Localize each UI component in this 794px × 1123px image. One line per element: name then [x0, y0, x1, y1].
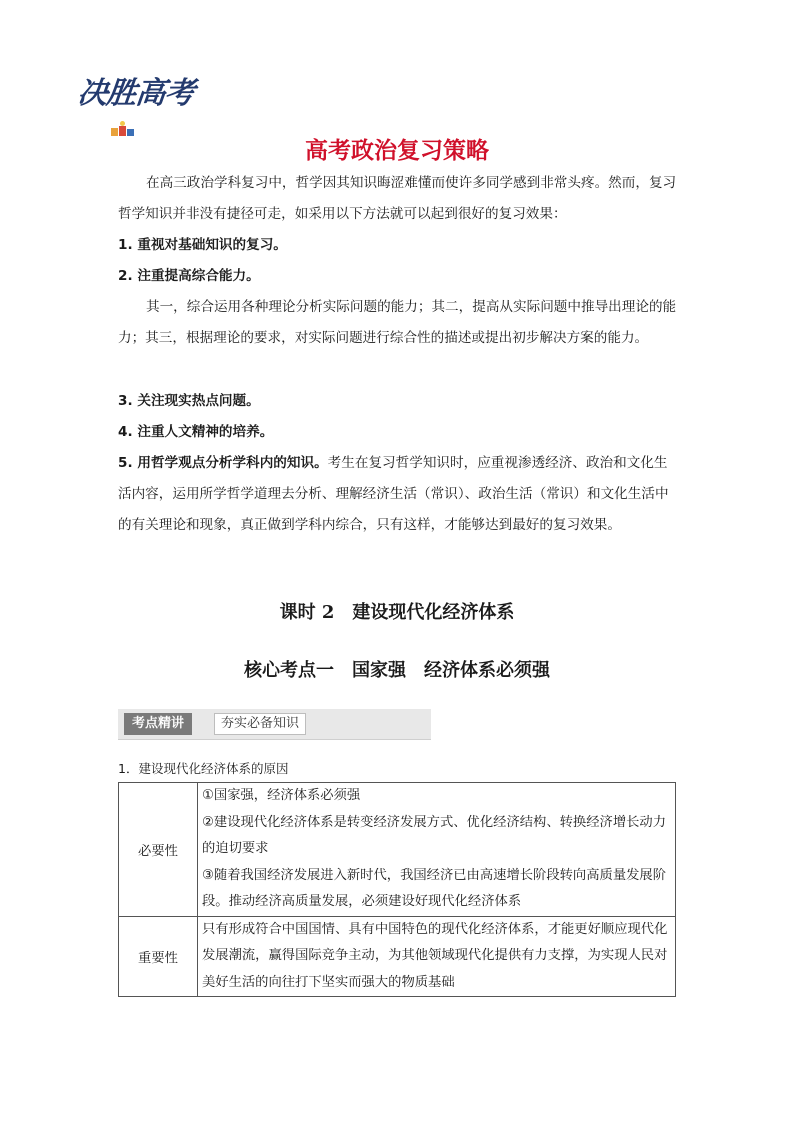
- logo: [75, 62, 208, 142]
- row-label-necessity: 必要性: [119, 783, 198, 917]
- point-1: [118, 230, 678, 261]
- section-heading: 1．建设现代化经济体系的原因: [118, 761, 289, 776]
- table-row: [119, 783, 676, 917]
- point-1-head: 1. 重视对基础知识的复习。: [118, 237, 287, 253]
- point-2: [118, 261, 678, 292]
- necessity-line-2: ②建设现代化经济体系是转变经济发展方式、优化经济结构、转换经济增长动力的迫切要求: [202, 814, 667, 856]
- core-point-heading: 核心考点一 国家强 经济体系必须强: [244, 660, 550, 681]
- necessity-line-1: ①国家强，经济体系必须强: [202, 788, 361, 803]
- table-row: [119, 916, 676, 997]
- point-3: [118, 386, 678, 417]
- importance-line-1: 只有形成符合中国国情、具有中国特色的现代化经济体系，才能更好顺应现代化发展潮流，赢得国际竞争主动，为其他领域现代化提供有力支撑，为实现人民对美好生活的向往打下坚实而强大的物质基础: [202, 921, 668, 990]
- intro-paragraph: 在高三政治学科复习中，哲学因其知识晦涩难懂而使许多同学感到非常头疼。然而，复习哲学知识并非没有捷径可走，如采用以下方法就可以起到很好的复习效果：: [118, 175, 677, 222]
- section-banner: [118, 709, 431, 740]
- row-content-importance: [198, 916, 676, 997]
- banner-tag: 考点精讲: [124, 713, 192, 735]
- banner-subtitle: 夯实必备知识: [214, 713, 306, 735]
- point-5: [118, 448, 678, 541]
- point-5-body: 考生在复习哲学知识时，应重视渗透经济、政治和文化生活内容，运用所学哲学道理去分析、理解经济生活（常识）、政治生活（常识）和文化生活中的有关理论和现象，真正做到学科内综合，只有这样，才能够达到最好的复习效果。: [118, 455, 669, 533]
- row-label-importance: 重要性: [119, 916, 198, 997]
- point-3-head: 3. 关注现实热点问题。: [118, 393, 260, 409]
- logo-text: 决胜高考: [75, 76, 196, 111]
- point-4: [118, 417, 678, 448]
- reasons-table: [118, 782, 676, 997]
- lesson-heading: 课时 2 建设现代化经济体系: [279, 602, 515, 623]
- point-2-detail: 其一，综合运用各种理论分析实际问题的能力；其二，提高从实际问题中推导出理论的能力；其三，根据理论的要求，对实际问题进行综合性的描述或提出初步解决方案的能力。: [118, 299, 677, 346]
- row-content-necessity: [198, 783, 676, 917]
- point-5-head: 5. 用哲学观点分析学科内的知识。: [118, 455, 328, 471]
- point-4-head: 4. 注重人文精神的培养。: [118, 424, 274, 440]
- point-2-head: 2. 注重提高综合能力。: [118, 268, 260, 284]
- page-title: 高考政治复习策略: [305, 138, 489, 164]
- necessity-line-3: ③随着我国经济发展进入新时代，我国经济已由高速增长阶段转向高质量发展阶段。推动经济高质量发展，必须建设好现代化经济体系: [202, 867, 667, 909]
